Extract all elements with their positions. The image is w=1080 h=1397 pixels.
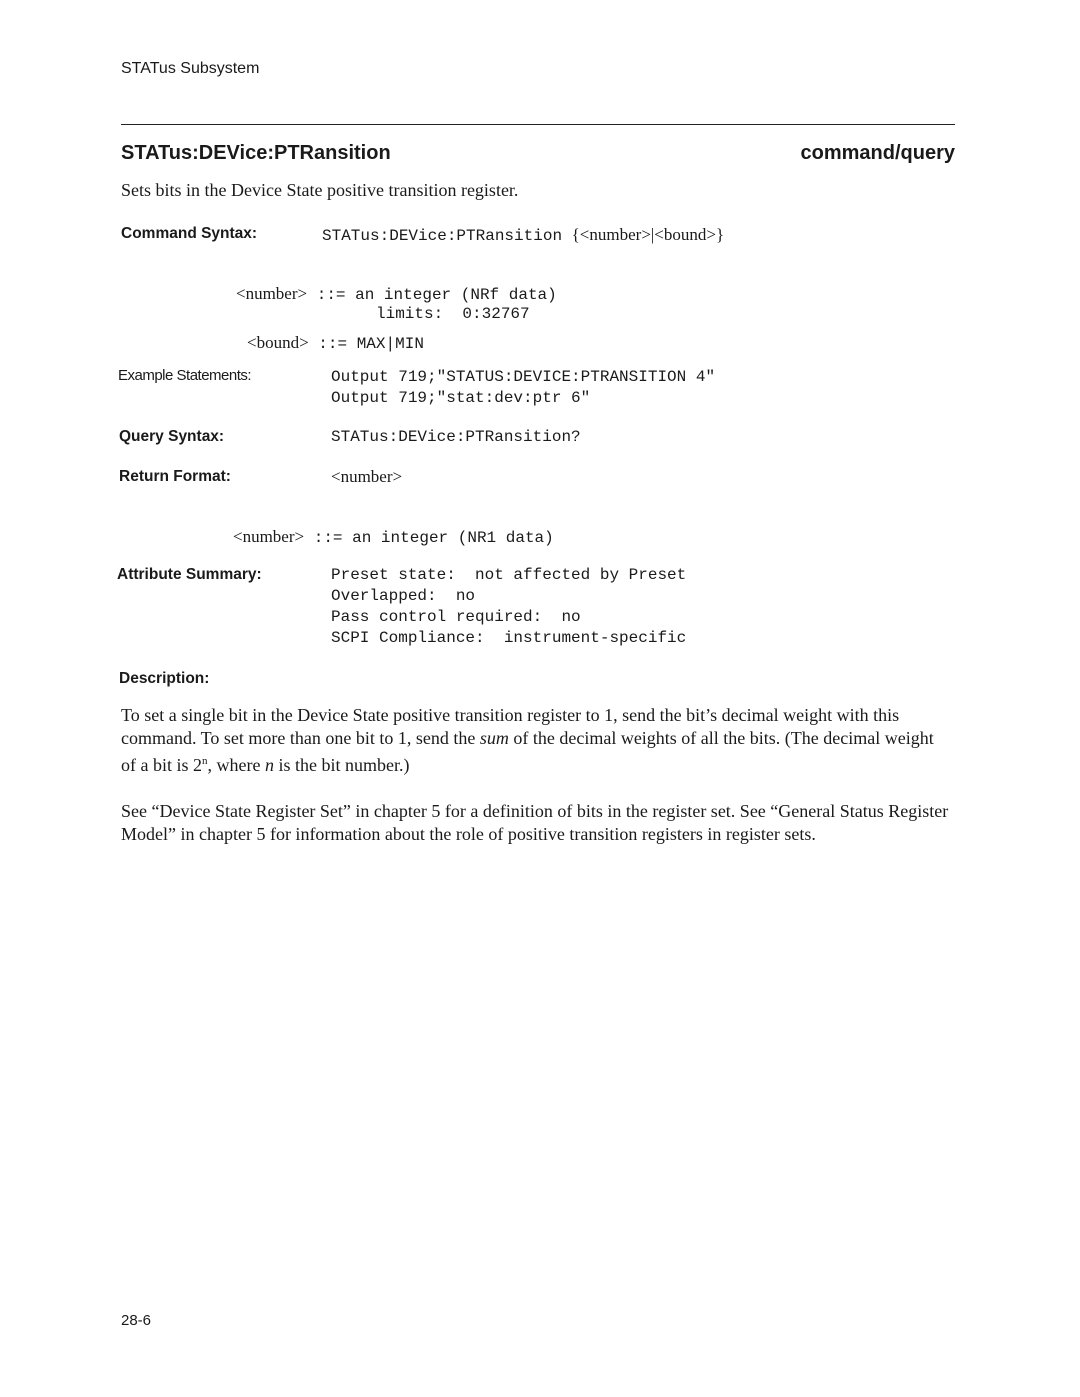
attribute-line: Pass control required: no xyxy=(331,608,581,626)
emphasis-sum: sum xyxy=(479,728,509,748)
query-syntax-value: STATus:DEVice:PTRansition? xyxy=(331,428,581,446)
definition-text: an integer (NR1 data) xyxy=(352,529,554,547)
command-syntax-label: Command Syntax: xyxy=(121,225,258,242)
command-syntax-value xyxy=(322,225,724,245)
attribute-summary-label: Attribute Summary: xyxy=(117,566,262,583)
see-also-paragraph: See “Device State Register Set” in chapter 5 for a definition of bits in the register set. See “General Status Register Model” in chapter 5 for information about the role of positive transition registers in register sets. xyxy=(121,801,949,844)
description-text: of the decimal weights of all the bits. (The decimal weight of a bit is 2 xyxy=(121,728,934,775)
syntax-header: STATus:DEVice:PTRansition xyxy=(322,227,572,245)
command-title: STATus:DEVice:PTRansition xyxy=(121,142,391,164)
definition-text: MAX|MIN xyxy=(356,335,424,353)
definition-text: an integer (NRf data) xyxy=(355,286,557,304)
description-text: is the bit number.) xyxy=(273,755,410,775)
description-text: , where xyxy=(207,755,265,775)
description-paragraph xyxy=(121,704,953,777)
definition-op: ::= xyxy=(307,286,356,304)
attribute-line: Overlapped: no xyxy=(331,587,476,605)
definition-term: <bound> xyxy=(247,333,309,352)
definition-op: ::= xyxy=(304,529,353,547)
definition-term: <number> xyxy=(233,527,305,546)
return-format-value: <number> xyxy=(331,467,403,486)
emphasis-n: n xyxy=(264,755,274,775)
number-definition xyxy=(236,284,557,304)
command-type: command/query xyxy=(800,142,955,164)
page-number: 28-6 xyxy=(121,1312,152,1329)
number-limits: limits: 0:32767 xyxy=(376,305,530,323)
example-statement: Output 719;"STATUS:DEVICE:PTRANSITION 4" xyxy=(331,368,716,386)
attribute-line: Preset state: not affected by Preset xyxy=(331,566,687,584)
example-statement: Output 719;"stat:dev:ptr 6" xyxy=(331,389,591,407)
example-statements-label: Example Statements: xyxy=(118,367,252,384)
attribute-line: SCPI Compliance: instrument-specific xyxy=(331,629,687,647)
bound-definition xyxy=(247,333,424,353)
command-summary: Sets bits in the Device State positive transition register. xyxy=(121,180,519,200)
definition-op: ::= xyxy=(308,335,357,353)
return-format-label: Return Format: xyxy=(119,468,231,485)
definition-term: <number> xyxy=(236,284,308,303)
superscript-n: n xyxy=(202,755,208,767)
description-text: To set a single bit in the Device State positive transition register to 1, send the bit’s decimal weight with this command. To set more than one bit to 1, send the xyxy=(121,705,900,748)
query-syntax-label: Query Syntax: xyxy=(119,428,225,445)
header-rule xyxy=(121,124,955,125)
syntax-params: {<number>|<bound>} xyxy=(571,225,725,244)
return-number-definition xyxy=(233,527,554,547)
description-label: Description: xyxy=(119,670,210,687)
running-header: STATus Subsystem xyxy=(121,60,260,77)
